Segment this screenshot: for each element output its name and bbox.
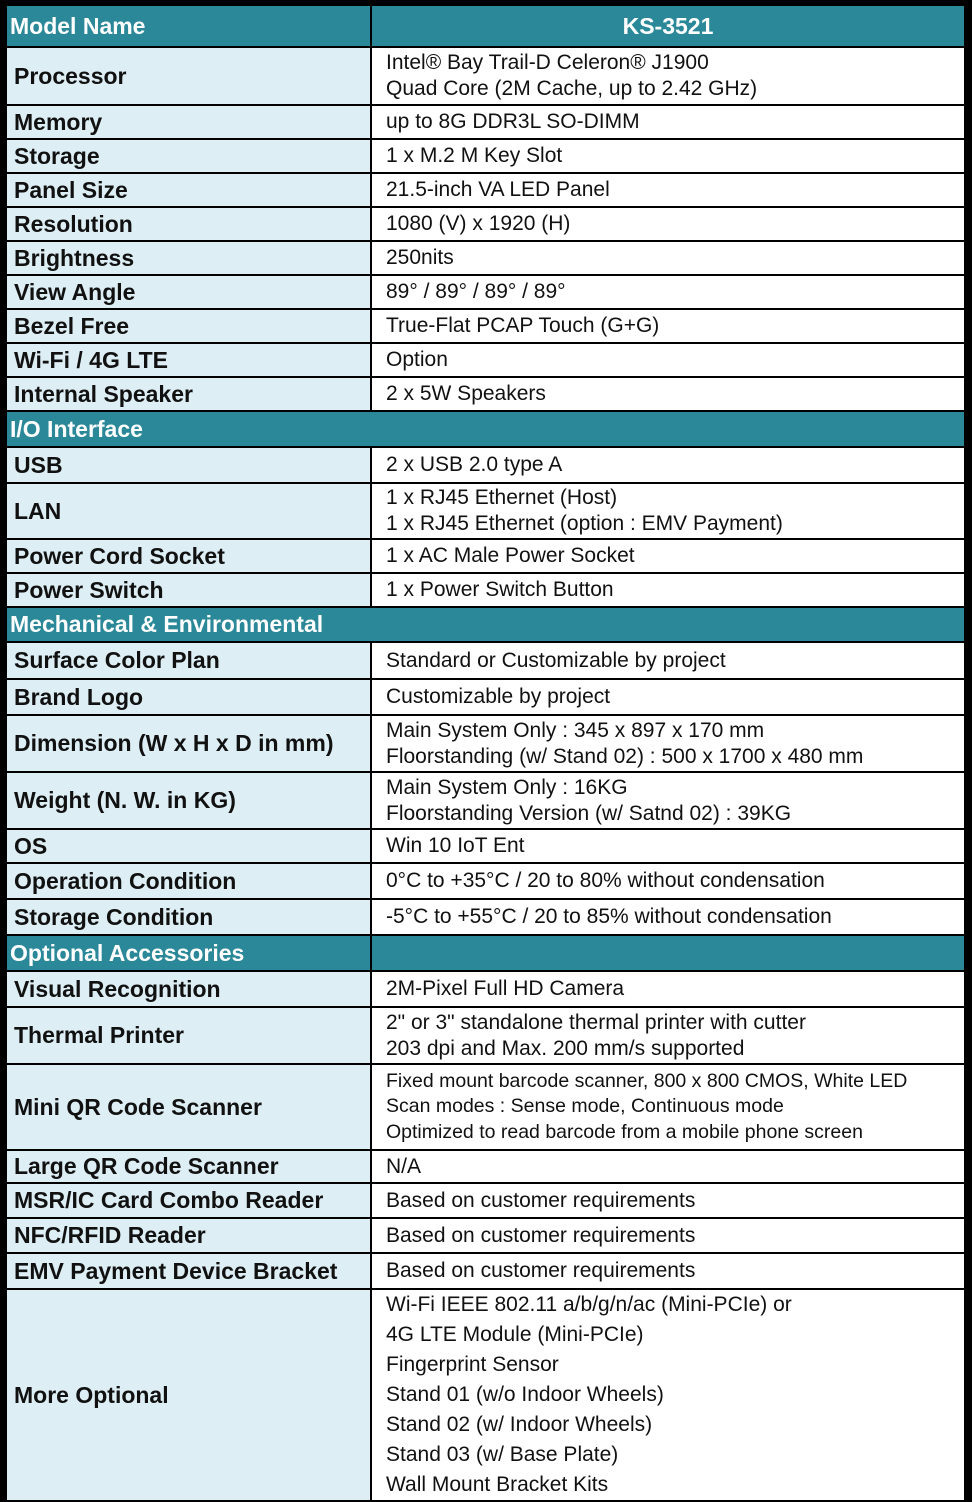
spec-table xyxy=(5,4,966,1502)
spec-value-line: Based on customer requirements xyxy=(386,1259,696,1282)
spec-label: Operation Condition xyxy=(6,863,371,899)
spec-row xyxy=(6,241,965,275)
spec-row xyxy=(6,1218,965,1253)
accessory-specs xyxy=(6,971,965,1501)
spec-label: Storage xyxy=(6,139,371,173)
spec-value-line: 89° / 89° / 89° / 89° xyxy=(386,280,566,303)
spec-label: View Angle xyxy=(6,275,371,309)
spec-label: Large QR Code Scanner xyxy=(6,1150,371,1183)
spec-label: OS xyxy=(6,829,371,863)
spec-value xyxy=(371,971,965,1007)
spec-label: Power Switch xyxy=(6,573,371,607)
spec-value-line: Fixed mount barcode scanner, 800 x 800 CMOS, White LED xyxy=(386,1069,908,1092)
spec-label: Bezel Free xyxy=(6,309,371,343)
spec-value-line: Quad Core (2M Cache, up to 2.42 GHz) xyxy=(386,77,758,100)
spec-value xyxy=(371,241,965,275)
spec-row xyxy=(6,173,965,207)
spec-value xyxy=(371,642,965,679)
spec-value xyxy=(371,275,965,309)
spec-value-line: 1 x M.2 M Key Slot xyxy=(386,144,563,167)
spec-value-line: 203 dpi and Max. 200 mm/s supported xyxy=(386,1036,745,1060)
spec-row xyxy=(6,863,965,899)
spec-label: Internal Speaker xyxy=(6,377,371,411)
model-header-row xyxy=(6,5,965,47)
spec-value xyxy=(371,1253,965,1289)
spec-value xyxy=(371,343,965,377)
spec-row xyxy=(6,47,965,105)
spec-value xyxy=(371,1150,965,1183)
spec-label: Storage Condition xyxy=(6,899,371,935)
spec-label: Wi-Fi / 4G LTE xyxy=(6,343,371,377)
spec-label: NFC/RFID Reader xyxy=(6,1218,371,1253)
spec-value xyxy=(371,772,965,829)
spec-value-line: Stand 01 (w/o Indoor Wheels) xyxy=(386,1383,664,1406)
spec-value xyxy=(371,47,965,105)
spec-value xyxy=(371,447,965,483)
spec-label: Memory xyxy=(6,105,371,139)
spec-row xyxy=(6,1007,965,1064)
spec-value-line: 1 x Power Switch Button xyxy=(386,578,614,601)
spec-row xyxy=(6,1253,965,1289)
io-section-title: I/O Interface xyxy=(6,411,965,447)
spec-value-line: 250nits xyxy=(386,246,454,269)
spec-row xyxy=(6,573,965,607)
acc-section-header xyxy=(6,935,965,971)
spec-value-line: 2 x 5W Speakers xyxy=(386,382,546,405)
spec-label: Mini QR Code Scanner xyxy=(6,1064,371,1150)
spec-value xyxy=(371,173,965,207)
spec-value-line: Floorstanding (w/ Stand 02) : 500 x 1700 x 480 mm xyxy=(386,744,864,768)
spec-value-line: up to 8G DDR3L SO-DIMM xyxy=(386,110,640,133)
spec-value-line: 2" or 3" standalone thermal printer with cutter xyxy=(386,1010,806,1034)
spec-label: More Optional xyxy=(6,1289,371,1501)
spec-value-line: Main System Only : 345 x 897 x 170 mm xyxy=(386,718,765,742)
spec-value-line: Customizable by project xyxy=(386,685,611,708)
spec-label: Dimension (W x H x D in mm) xyxy=(6,715,371,772)
spec-value xyxy=(371,377,965,411)
spec-row xyxy=(6,1150,965,1183)
spec-label: MSR/IC Card Combo Reader xyxy=(6,1183,371,1218)
spec-label: Power Cord Socket xyxy=(6,539,371,573)
spec-label: EMV Payment Device Bracket xyxy=(6,1253,371,1289)
spec-row xyxy=(6,1289,965,1501)
spec-value xyxy=(371,573,965,607)
spec-label: USB xyxy=(6,447,371,483)
spec-row xyxy=(6,899,965,935)
spec-value-line: Stand 03 (w/ Base Plate) xyxy=(386,1443,619,1466)
spec-value-line: 1 x AC Male Power Socket xyxy=(386,544,635,567)
spec-value-line: Standard or Customizable by project xyxy=(386,648,726,672)
spec-row xyxy=(6,447,965,483)
spec-row xyxy=(6,377,965,411)
spec-row xyxy=(6,1064,965,1150)
spec-value xyxy=(371,309,965,343)
spec-value xyxy=(371,207,965,241)
spec-label: Processor xyxy=(6,47,371,105)
mech-section-title: Mechanical & Environmental xyxy=(6,607,965,642)
spec-value xyxy=(371,139,965,173)
spec-value-line: Stand 02 (w/ Indoor Wheels) xyxy=(386,1413,653,1436)
spec-value-line: 21.5-inch VA LED Panel xyxy=(386,178,610,201)
spec-row xyxy=(6,207,965,241)
spec-value-line: Scan modes : Sense mode, Continuous mode xyxy=(386,1095,784,1118)
spec-value xyxy=(371,1218,965,1253)
spec-label: Weight (N. W. in KG) xyxy=(6,772,371,829)
spec-row xyxy=(6,105,965,139)
acc-section-title: Optional Accessories xyxy=(6,935,371,971)
spec-row xyxy=(6,539,965,573)
io-specs xyxy=(6,447,965,607)
spec-row xyxy=(6,139,965,173)
spec-label: LAN xyxy=(6,483,371,539)
spec-value-line: Based on customer requirements xyxy=(386,1188,696,1212)
spec-value xyxy=(371,483,965,539)
spec-value-line: Based on customer requirements xyxy=(386,1223,696,1247)
spec-value-line: Intel® Bay Trail-D Celeron® J1900 xyxy=(386,51,709,74)
spec-row xyxy=(6,343,965,377)
spec-value xyxy=(371,1064,965,1150)
mech-section-header xyxy=(6,607,965,642)
spec-label: Surface Color Plan xyxy=(6,642,371,679)
spec-value-line: 2M-Pixel Full HD Camera xyxy=(386,977,625,1000)
spec-value-line: Main System Only : 16KG xyxy=(386,775,628,799)
spec-label: Visual Recognition xyxy=(6,971,371,1007)
spec-value-line: -5°C to +55°C / 20 to 85% without condensation xyxy=(386,905,832,928)
spec-value-line: 1 x RJ45 Ethernet (option : EMV Payment) xyxy=(386,512,783,535)
spec-row xyxy=(6,642,965,679)
spec-value-line: Wall Mount Bracket Kits xyxy=(386,1473,609,1496)
general-specs xyxy=(6,47,965,411)
spec-row xyxy=(6,715,965,772)
spec-row xyxy=(6,829,965,863)
spec-value xyxy=(371,105,965,139)
spec-value-line: Optimized to read barcode from a mobile phone screen xyxy=(386,1120,863,1143)
spec-row xyxy=(6,309,965,343)
spec-value xyxy=(371,1183,965,1218)
spec-value-line: 1 x RJ45 Ethernet (Host) xyxy=(386,486,618,509)
model-name-value: KS-3521 xyxy=(371,5,965,47)
spec-row xyxy=(6,275,965,309)
spec-value-line: Win 10 IoT Ent xyxy=(386,834,525,857)
spec-value xyxy=(371,829,965,863)
spec-label: Panel Size xyxy=(6,173,371,207)
spec-row xyxy=(6,971,965,1007)
spec-value-line: True-Flat PCAP Touch (G+G) xyxy=(386,314,660,337)
spec-value-line: 2 x USB 2.0 type A xyxy=(386,453,563,476)
spec-row xyxy=(6,679,965,715)
spec-value-line: Wi-Fi IEEE 802.11 a/b/g/n/ac (Mini-PCIe) or xyxy=(386,1293,792,1316)
spec-label: Thermal Printer xyxy=(6,1007,371,1064)
spec-value-line: Option xyxy=(386,348,448,371)
spec-row xyxy=(6,1183,965,1218)
spec-value xyxy=(371,899,965,935)
io-section-header xyxy=(6,411,965,447)
spec-value-line: 0°C to +35°C / 20 to 80% without condensation xyxy=(386,869,825,892)
spec-value xyxy=(371,1289,965,1501)
model-name-label: Model Name xyxy=(6,5,371,47)
spec-value-line: N/A xyxy=(386,1154,422,1178)
spec-label: Resolution xyxy=(6,207,371,241)
spec-row xyxy=(6,483,965,539)
spec-value xyxy=(371,539,965,573)
spec-label: Brand Logo xyxy=(6,679,371,715)
acc-section-blank xyxy=(371,935,965,971)
spec-label: Brightness xyxy=(6,241,371,275)
spec-value-line: 1080 (V) x 1920 (H) xyxy=(386,212,571,235)
mech-specs xyxy=(6,642,965,935)
spec-value xyxy=(371,1007,965,1064)
spec-value xyxy=(371,679,965,715)
spec-value-line: Fingerprint Sensor xyxy=(386,1353,559,1376)
spec-value-line: 4G LTE Module (Mini-PCIe) xyxy=(386,1323,644,1346)
spec-value xyxy=(371,863,965,899)
spec-value xyxy=(371,715,965,772)
spec-row xyxy=(6,772,965,829)
spec-value-line: Floorstanding Version (w/ Satnd 02) : 39KG xyxy=(386,801,792,825)
